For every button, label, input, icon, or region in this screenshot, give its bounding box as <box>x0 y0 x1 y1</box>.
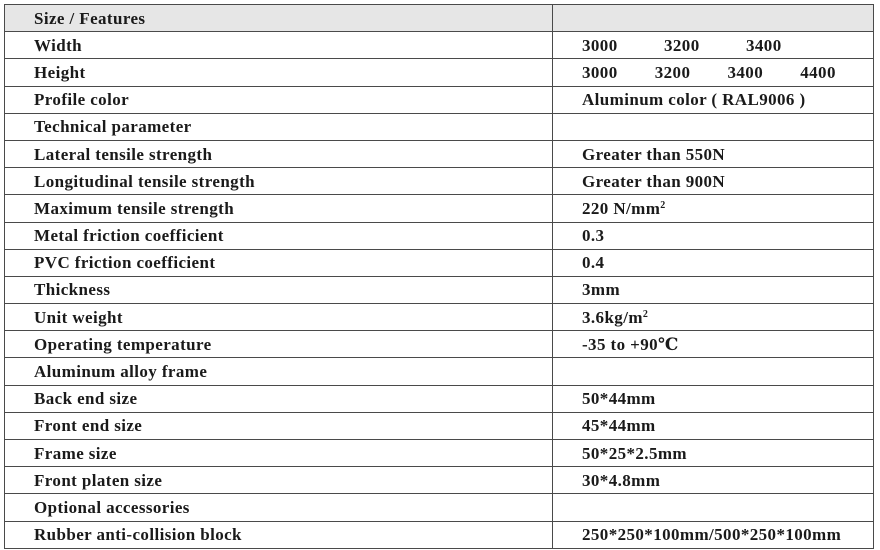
row-value-longitudinal-tensile: Greater than 900N <box>553 168 874 195</box>
row-label-front-platen: Front platen size <box>5 467 553 494</box>
row-value-front-end: 45*44mm <box>553 412 874 439</box>
height-option: 3400 <box>727 62 764 82</box>
table-row <box>5 59 874 86</box>
table-row <box>5 440 874 467</box>
row-value-rubber-block: 250*250*100mm/500*250*100mm <box>553 521 874 548</box>
table-row <box>5 32 874 59</box>
row-value-metal-friction: 0.3 <box>553 222 874 249</box>
unit-weight-superscript: 2 <box>642 308 649 320</box>
section-value-technical <box>553 113 874 140</box>
table-row <box>5 113 874 140</box>
row-label-operating-temp: Operating temperature <box>5 331 553 358</box>
section-label-technical: Technical parameter <box>5 113 553 140</box>
row-value-lateral-tensile: Greater than 550N <box>553 140 874 167</box>
table-row <box>5 249 874 276</box>
table-row <box>5 521 874 548</box>
table-row <box>5 385 874 412</box>
header-label: Size / Features <box>5 5 553 32</box>
height-option: 3000 <box>582 62 618 82</box>
row-value-pvc-friction: 0.4 <box>553 249 874 276</box>
row-label-max-tensile: Maximum tensile strength <box>5 195 553 222</box>
table-header-row <box>5 5 874 32</box>
table-row <box>5 195 874 222</box>
height-option: 3200 <box>654 62 691 82</box>
row-label-width: Width <box>5 32 553 59</box>
section-value-optional-accessories <box>553 494 874 521</box>
header-value <box>553 5 874 32</box>
spec-table <box>4 4 874 549</box>
row-value-height <box>553 59 874 86</box>
row-label-unit-weight: Unit weight <box>5 304 553 331</box>
row-value-max-tensile <box>553 195 874 222</box>
row-value-profile-color: Aluminum color ( RAL9006 ) <box>553 86 874 113</box>
row-label-lateral-tensile: Lateral tensile strength <box>5 140 553 167</box>
row-value-unit-weight <box>553 304 874 331</box>
row-label-height: Height <box>5 59 553 86</box>
row-label-thickness: Thickness <box>5 276 553 303</box>
unit-weight-value: 3.6kg/m <box>582 307 643 327</box>
row-label-back-end: Back end size <box>5 385 553 412</box>
row-label-profile-color: Profile color <box>5 86 553 113</box>
width-option: 3200 <box>664 35 700 55</box>
table-row <box>5 331 874 358</box>
row-label-rubber-block: Rubber anti-collision block <box>5 521 553 548</box>
row-value-operating-temp: -35 to +90℃ <box>553 331 874 358</box>
table-row <box>5 276 874 303</box>
max-tensile-superscript: 2 <box>660 199 666 211</box>
row-label-pvc-friction: PVC friction coefficient <box>5 249 553 276</box>
row-label-front-end: Front end size <box>5 412 553 439</box>
table-row <box>5 304 874 331</box>
table-row <box>5 494 874 521</box>
table-row <box>5 358 874 385</box>
row-label-longitudinal-tensile: Longitudinal tensile strength <box>5 168 553 195</box>
row-value-width <box>553 32 874 59</box>
row-label-frame-size: Frame size <box>5 440 553 467</box>
section-label-optional-accessories: Optional accessories <box>5 494 553 521</box>
section-label-aluminum-frame: Aluminum alloy frame <box>5 358 553 385</box>
row-value-back-end: 50*44mm <box>553 385 874 412</box>
width-option: 3000 <box>582 35 618 55</box>
max-tensile-value: 220 N/mm <box>582 198 661 218</box>
table-row <box>5 168 874 195</box>
section-value-aluminum-frame <box>553 358 874 385</box>
height-option: 4400 <box>800 62 836 82</box>
row-label-metal-friction: Metal friction coefficient <box>5 222 553 249</box>
table-row <box>5 412 874 439</box>
row-value-frame-size: 50*25*2.5mm <box>553 440 874 467</box>
table-row <box>5 140 874 167</box>
table-row <box>5 222 874 249</box>
table-row <box>5 86 874 113</box>
width-option: 3400 <box>746 35 782 55</box>
row-value-thickness: 3mm <box>553 276 874 303</box>
table-row <box>5 467 874 494</box>
row-value-front-platen: 30*4.8mm <box>553 467 874 494</box>
